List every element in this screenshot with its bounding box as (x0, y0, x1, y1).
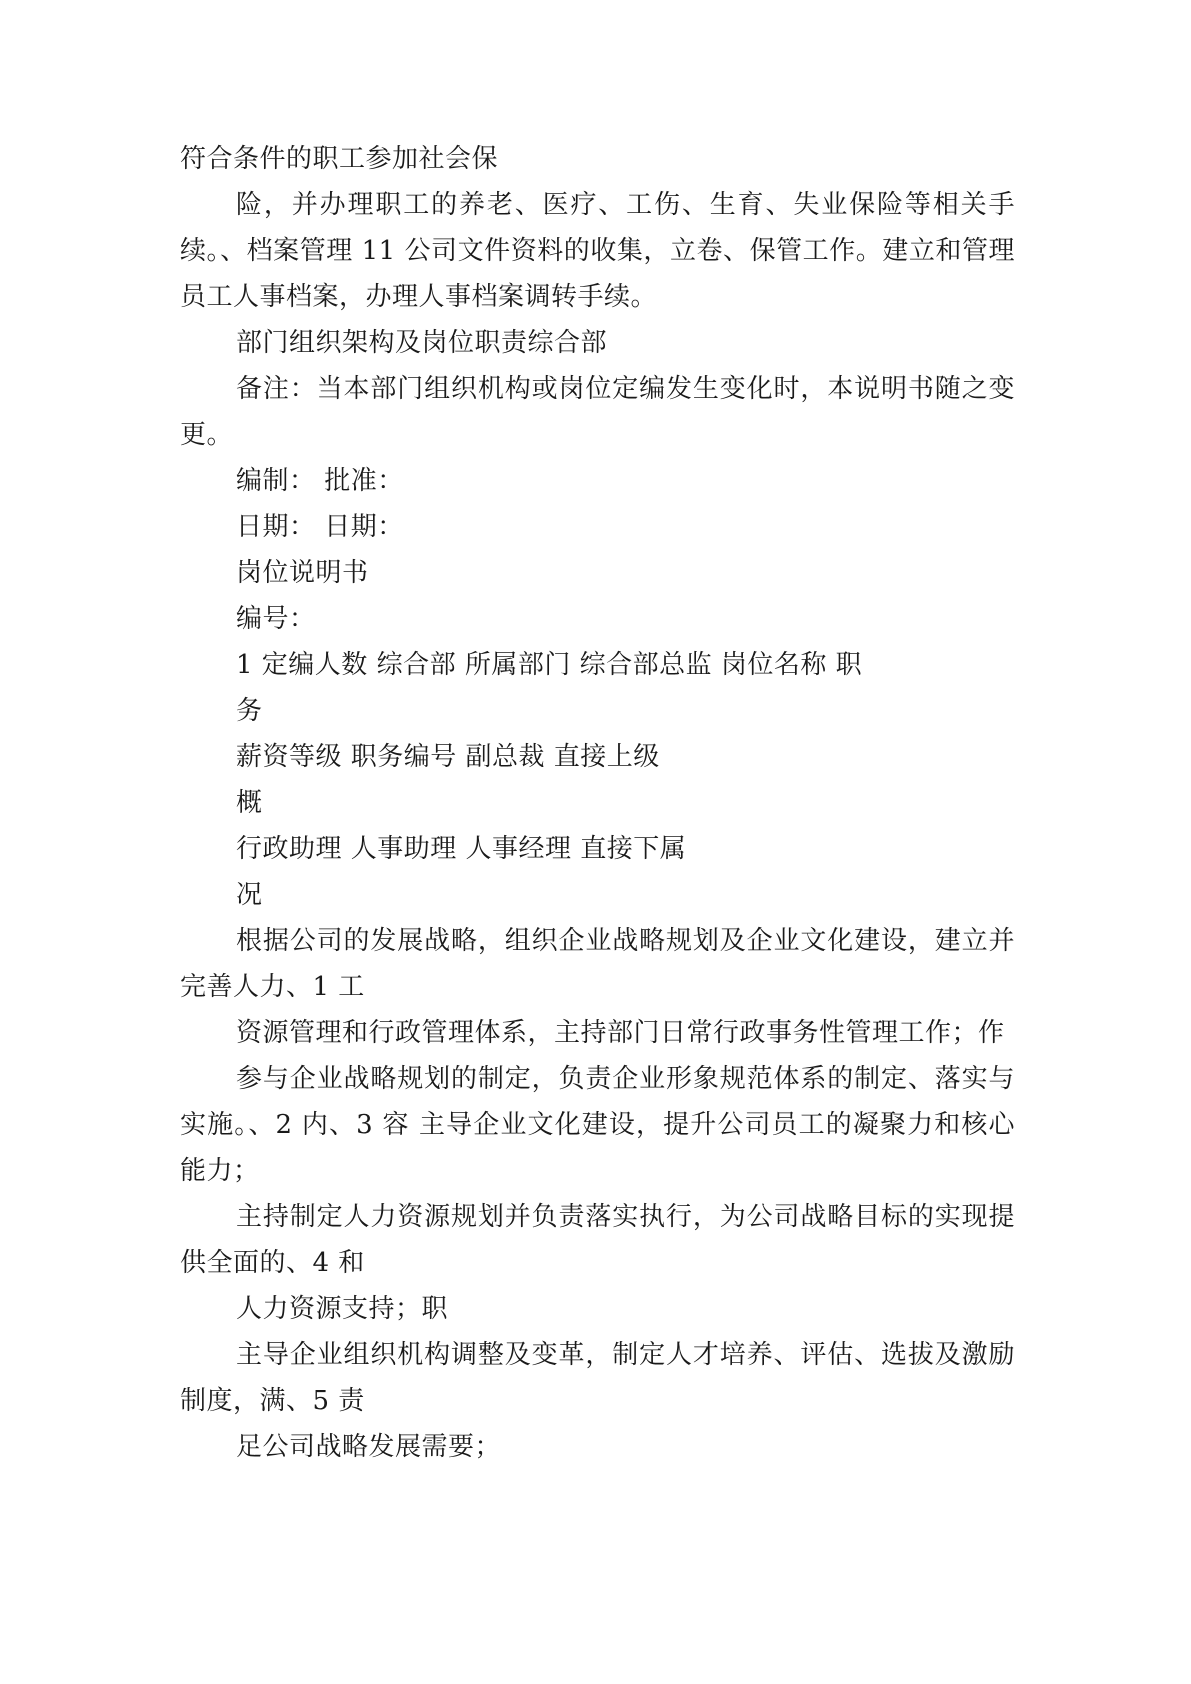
document-body (180, 136, 1015, 1470)
paragraph: 行政助理 人事助理 人事经理 直接下属 (236, 834, 687, 864)
paragraph: 日期： 日期： (236, 512, 404, 542)
paragraph: 备注：当本部门组织机构或岗位定编发生变化时，本说明书随之变更。 (180, 374, 1015, 450)
paragraph: 务 (236, 696, 263, 726)
paragraph: 部门组织架构及岗位职责综合部 (236, 328, 608, 358)
paragraph: 符合条件的职工参加社会保 (180, 144, 499, 174)
paragraph: 足公司战略发展需要； (236, 1432, 502, 1462)
section-heading: 岗位说明书 (236, 558, 369, 588)
paragraph: 编号： (236, 604, 316, 634)
paragraph: 参与企业战略规划的制定，负责企业形象规范体系的制定、落实与实施。、2 内、3 容 主导企业文化建设，提升公司员工的凝聚力和核心能力； (180, 1064, 1015, 1186)
paragraph: 主持制定人力资源规划并负责落实执行，为公司战略目标的实现提供全面的、4 和 (180, 1202, 1015, 1278)
paragraph: 概 (236, 788, 263, 818)
paragraph: 人力资源支持；职 (236, 1294, 449, 1324)
paragraph: 薪资等级 职务编号 副总裁 直接上级 (236, 742, 660, 772)
paragraph: 根据公司的发展战略，组织企业战略规划及企业文化建设，建立并完善人力、1 工 (180, 926, 1015, 1002)
paragraph: 编制： 批准： (236, 466, 404, 496)
paragraph: 况 (236, 880, 263, 910)
paragraph: 主导企业组织机构调整及变革，制定人才培养、评估、选拔及激励制度，满、5 责 (180, 1340, 1015, 1416)
paragraph: 资源管理和行政管理体系，主持部门日常行政事务性管理工作；作 (236, 1018, 1005, 1048)
paragraph: 险，并办理职工的养老、医疗、工伤、生育、失业保险等相关手续。、档案管理 11 公司文件资料的收集，立卷、保管工作。建立和管理员工人事档案，办理人事档案调转手续。 (180, 190, 1015, 312)
paragraph: 1 定编人数 综合部 所属部门 综合部总监 岗位名称 职 (236, 650, 863, 680)
